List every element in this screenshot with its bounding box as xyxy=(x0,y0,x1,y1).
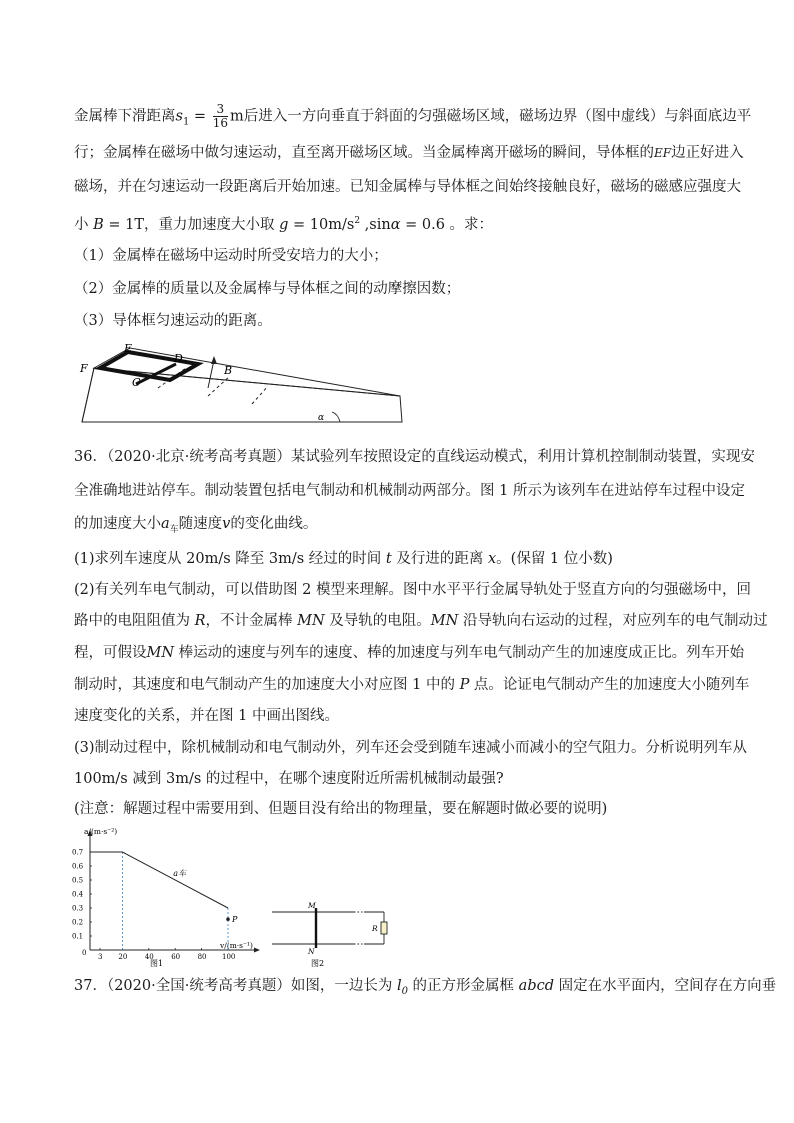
y-tick-label: 0.2 xyxy=(72,918,84,927)
q36-part2-l1: (2)有关列车电气制动，可以借助图 2 模型来理解。图中水平平行金属导轨处于竖直方向的匀强磁场中，回 xyxy=(74,582,751,598)
q36-part1: (1)求列车速度从 20m/s 降至 3m/s 经过的时间 t 及行进的距离 x。(保留 1 位小数) xyxy=(74,551,613,567)
label-D: D xyxy=(174,352,183,365)
resistor-r xyxy=(381,922,387,934)
figure1-caption: 图1 xyxy=(150,959,164,968)
label-F: F xyxy=(80,362,88,375)
series-line-a-che xyxy=(90,852,228,908)
q36-part2-l3: 程，可假设MN 棒运动的速度与列车的速度、棒的加速度与列车电气制动产生的加速度成正比。列车开始 xyxy=(74,645,745,661)
q36-line3: 的加速度大小$a_车$随速度v的变化曲线。 xyxy=(74,516,318,535)
y-tick-label: 0.1 xyxy=(72,932,84,941)
y-tick-label: 0.6 xyxy=(72,862,84,871)
x-tick-label: 40 xyxy=(144,953,154,961)
q36-part3-l2: 100m/s 减到 3m/s 的过程中，在哪个速度附近所需机械制动最强? xyxy=(74,771,504,787)
q35-line2: 行；金属棒在磁场中做匀速运动，直至离开磁场区域。当金属棒离开磁场的瞬间，导体框的EF边正好进入 xyxy=(74,145,744,161)
label-B: B xyxy=(224,364,233,377)
incline-figure xyxy=(70,338,410,430)
fraction-3-16: $\frac{3}{16}$ xyxy=(212,102,228,130)
q35-line3: 磁场，并在匀速运动一段距离后开始加速。已知金属棒与导体框之间始终接触良好，磁场的磁感应强度大 xyxy=(74,179,741,195)
alpha-arc xyxy=(332,412,340,422)
origin-label: 0 xyxy=(82,949,87,957)
label-n: N xyxy=(308,947,315,956)
label-C: C xyxy=(132,376,141,389)
x-tick-label: 100 xyxy=(222,953,236,961)
q36-note: (注意：解题过程中需要用到、但题目没有给出的物理量，要在解题时做必要的说明) xyxy=(74,801,608,817)
arrow-b-head xyxy=(211,356,217,364)
incline-front-edge xyxy=(82,368,94,422)
x-axis-arrow xyxy=(254,948,260,953)
label-r: R xyxy=(372,924,378,933)
q36-part2-l4: 制动时，其速度和电气制动产生的加速度大小对应图 1 中的 P 点。论证电气制动产生的加速度大小随列车 xyxy=(74,677,750,693)
y-tick-label: 0.5 xyxy=(72,876,84,885)
incline-body xyxy=(82,368,402,422)
q36-line2: 全准确地进站停车。制动装置包括电气制动和机械制动两部分。图 1 所示为该列车在进站停车过程中设定 xyxy=(74,483,745,499)
curve-label: a车 xyxy=(173,869,186,878)
q35-sub2: （2）金属棒的质量以及金属棒与导体框之间的动摩擦因数； xyxy=(74,281,461,297)
y-tick-label: 0.4 xyxy=(72,890,84,899)
arrow-b-shaft xyxy=(208,360,214,388)
q35-line1: 金属棒下滑距离$s_1$ = $\frac{3}{16}$ m后进入一方向垂直于斜面的匀强磁场区域，磁场边界（图中虚线）与斜面底边平 xyxy=(74,102,752,130)
label-alpha: α xyxy=(318,413,325,423)
label-m: M xyxy=(308,901,316,910)
field-boundary-3 xyxy=(252,386,268,404)
q35-line4: 小 B = 1T，重力加速度大小取 $g = 10m/s^2$ ,sinα = 0.6 。求： xyxy=(74,216,494,233)
q36-part2-l2: 路中的电阻阻值为 R，不计金属棒 MN 及导轨的电阻。MN 沿导轨向右运动的过程，对应列车的电气制动过 xyxy=(74,613,768,629)
point-p xyxy=(226,917,230,921)
x-tick-label: 60 xyxy=(171,953,181,961)
label-E: E xyxy=(124,342,133,355)
y-axis-label: a/(m·s⁻²) xyxy=(84,827,118,836)
x-axis-label: v/(m·s⁻¹) xyxy=(220,941,253,950)
q37-line1: 37．（2020·全国·统考高考真题）如图，一边长为 $l_0$ 的正方形金属框 abcd 固定在水平面内，空间存在方向垂 xyxy=(74,978,777,997)
q36-part3-l1: (3)制动过程中，除机械制动和电气制动外，列车还会受到随车速减小而减小的空气阻力。分析说明列车从 xyxy=(74,740,748,756)
figure2-caption: 图2 xyxy=(311,959,325,968)
y-tick-label: 0.7 xyxy=(72,848,84,857)
x-tick-label: 80 xyxy=(197,953,207,961)
q35-sub1: （1）金属棒在磁场中运动时所受安培力的大小； xyxy=(74,248,388,264)
q35-sub3: （3）导体框匀速运动的距离。 xyxy=(74,313,272,329)
q36-line1: 36．（2020·北京·统考高考真题）某试验列车按照设定的直线运动模式，利用计算机控制制动装置，实现安 xyxy=(74,449,755,465)
point-p-label: P xyxy=(232,915,238,925)
figure2-circuit xyxy=(270,896,398,968)
y-tick-label: 0.3 xyxy=(72,904,84,913)
x-tick-label: 3 xyxy=(98,953,103,961)
x-tick-label: 20 xyxy=(118,953,128,961)
figure1-chart xyxy=(68,826,268,968)
q36-part2-l5: 速度变化的关系，并在图 1 中画出图线。 xyxy=(74,708,339,724)
